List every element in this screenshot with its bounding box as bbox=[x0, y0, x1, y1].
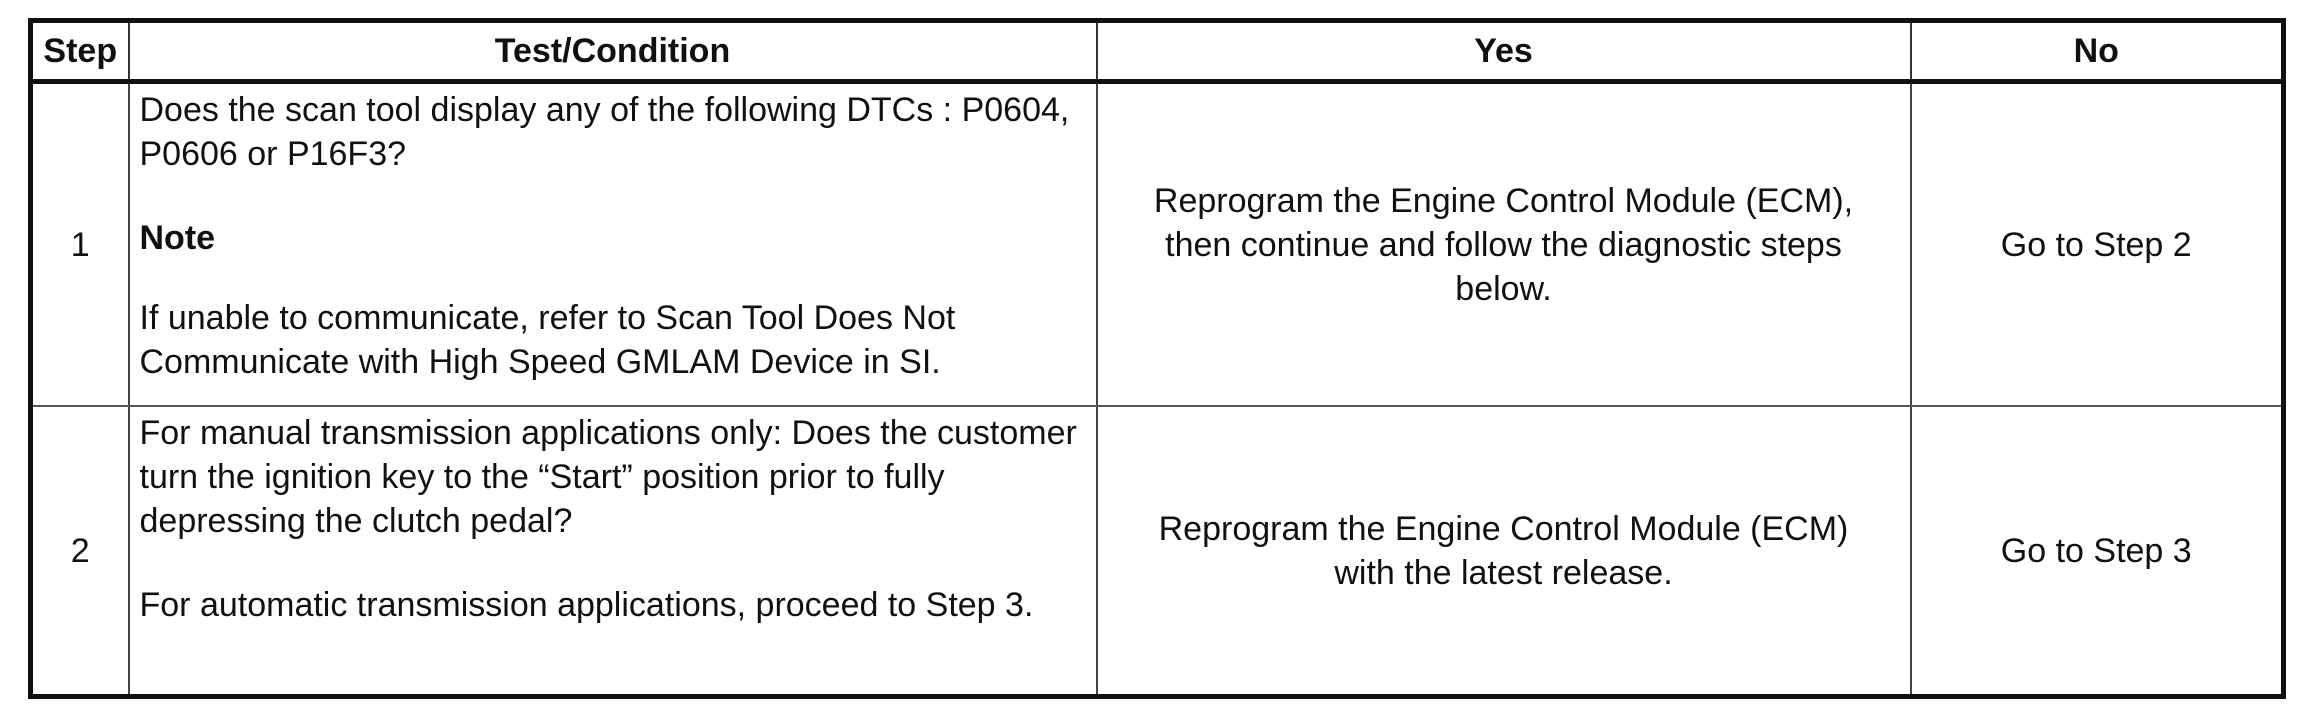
note-text: If unable to communicate, refer to Scan Tool Does Not Communicate with High Speed GMLAM Device in SI. bbox=[139, 299, 956, 381]
no-action-cell: Go to Step 2 bbox=[1911, 82, 2284, 407]
test-question: For manual transmission applications only: Does the customer turn the ignition key to the “Start” position prior to fully depressing the clutch pedal? bbox=[139, 414, 1077, 540]
table-row bbox=[31, 82, 2284, 407]
test-question: Does the scan tool display any of the following DTCs : P0604, P0606 or P16F3? bbox=[139, 91, 1070, 173]
yes-action-text: Reprogram the Engine Control Module (ECM) with the latest release. bbox=[1158, 509, 1849, 592]
diagnostic-table bbox=[28, 18, 2286, 699]
yes-action-cell bbox=[1097, 406, 1911, 697]
note-label: Note bbox=[139, 219, 216, 257]
header-test-condition: Test/Condition bbox=[129, 21, 1097, 82]
header-step: Step bbox=[31, 21, 129, 82]
step-number: 1 bbox=[31, 82, 129, 407]
test-extra-instruction: For automatic transmission applications, proceed to Step 3. bbox=[139, 586, 1034, 624]
table-header-row bbox=[31, 21, 2284, 82]
yes-action-cell bbox=[1097, 82, 1911, 407]
header-no: No bbox=[1911, 21, 2284, 82]
header-yes: Yes bbox=[1097, 21, 1911, 82]
table-row bbox=[31, 406, 2284, 697]
yes-action-text: Reprogram the Engine Control Module (ECM), then continue and follow the diagnostic steps below. bbox=[1153, 181, 1854, 308]
step-number: 2 bbox=[31, 406, 129, 697]
test-condition-cell bbox=[129, 82, 1097, 407]
test-condition-cell bbox=[129, 406, 1097, 697]
no-action-cell: Go to Step 3 bbox=[1911, 406, 2284, 697]
